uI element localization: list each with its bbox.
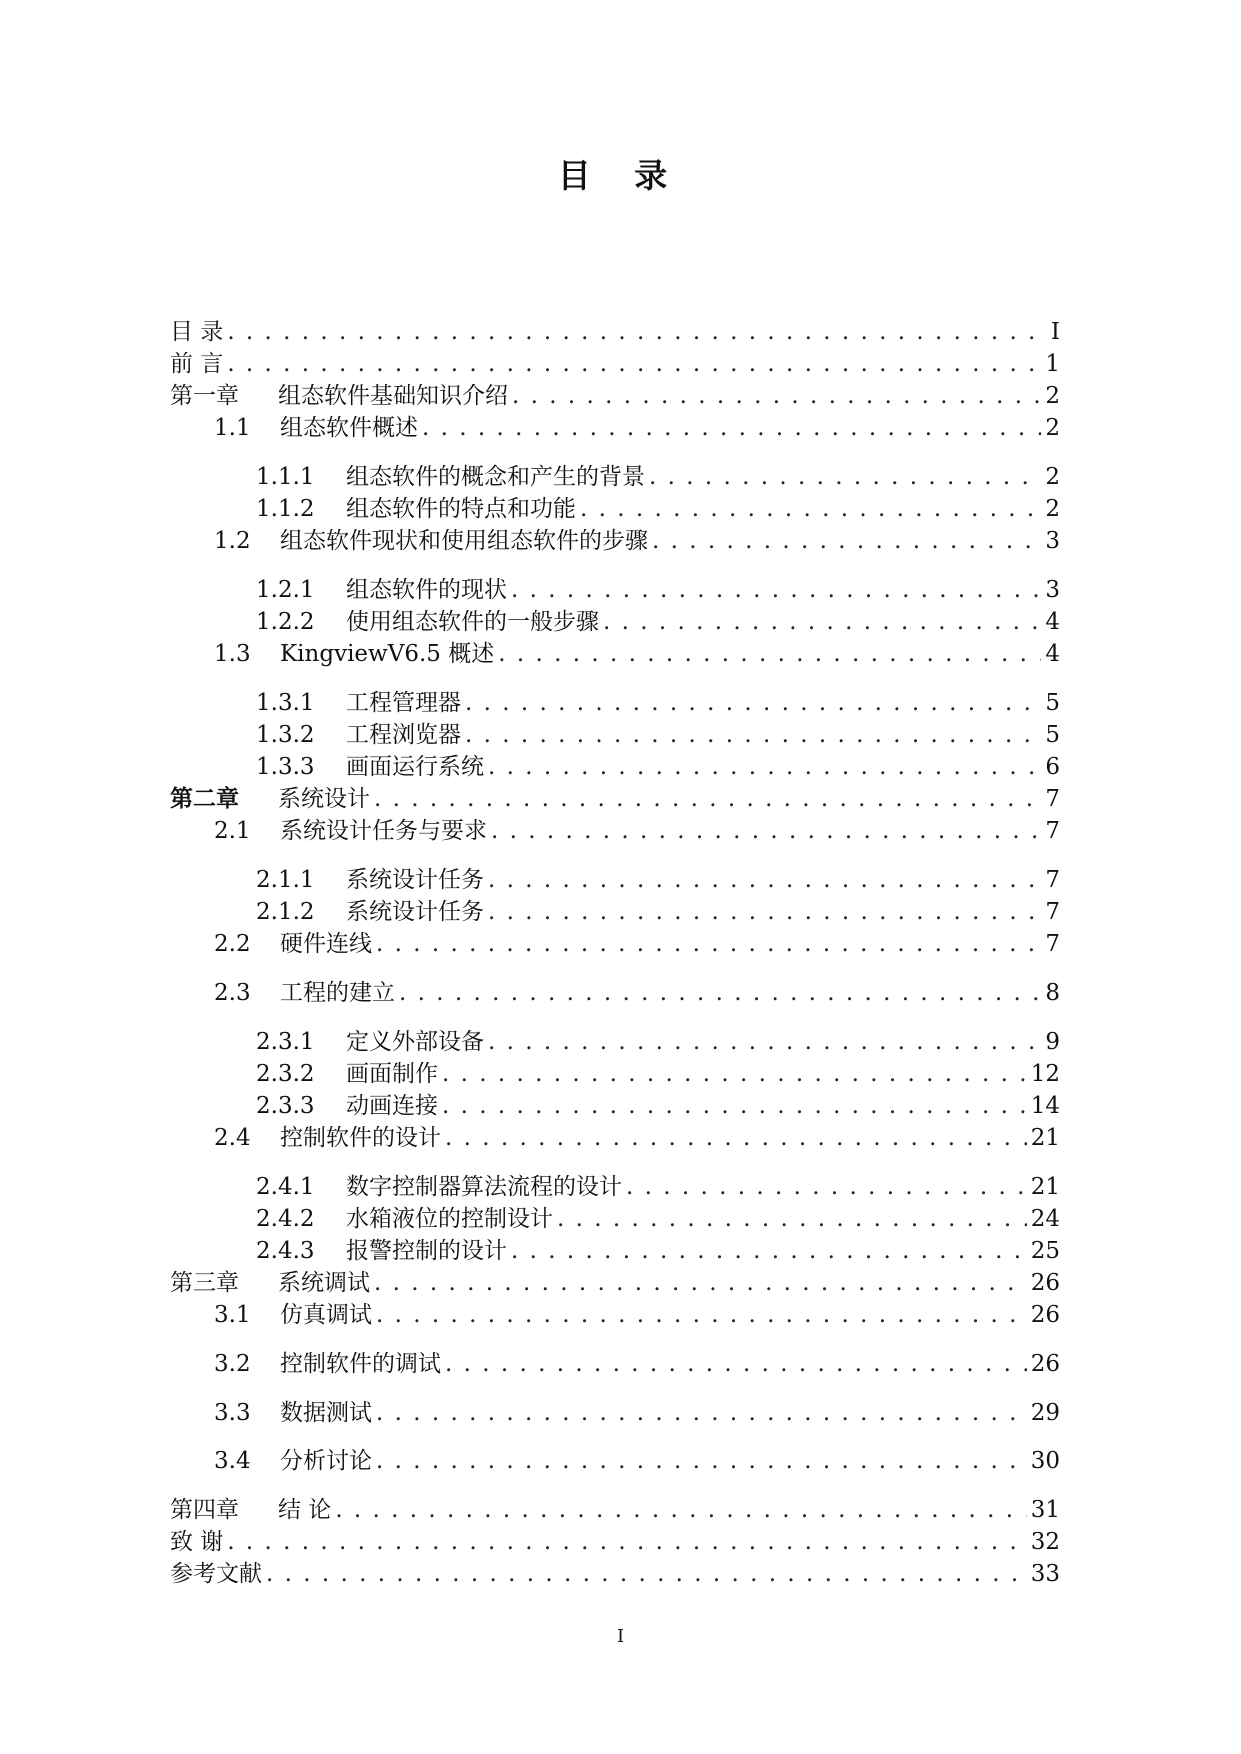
dot-leader <box>491 815 1041 847</box>
toc-entry-page: 29 <box>1030 1400 1060 1426</box>
toc-entry-title: 结 论 <box>278 1497 332 1523</box>
dot-leader <box>511 1235 1027 1267</box>
toc-entry-title: 使用组态软件的一般步骤 <box>346 609 599 635</box>
dot-leader <box>227 316 1047 348</box>
toc-entry-page: 2 <box>1045 415 1060 441</box>
toc-entry-number: 2.1 <box>214 818 251 844</box>
dot-leader <box>580 493 1041 525</box>
dot-leader <box>488 896 1041 928</box>
toc-entry-number: 2.1.2 <box>256 899 315 925</box>
dot-leader <box>488 864 1041 896</box>
dot-leader <box>649 461 1041 493</box>
toc-entry-page: 4 <box>1045 641 1060 667</box>
toc-entry[interactable] <box>170 864 1060 896</box>
toc-entry-number: 2.2 <box>214 931 251 957</box>
toc-entry-number: 1.2 <box>214 528 251 554</box>
toc-entry-page: 26 <box>1030 1302 1060 1328</box>
toc-entry[interactable] <box>170 316 1060 348</box>
toc-entry-title: 控制软件的调试 <box>280 1351 441 1377</box>
toc-entry-number: 2.1.1 <box>256 867 315 893</box>
toc-entry-number: 3.2 <box>214 1351 251 1377</box>
dot-leader <box>374 1267 1027 1299</box>
dot-leader <box>335 1494 1026 1526</box>
toc-entry-page: 7 <box>1045 899 1060 925</box>
toc-entry[interactable] <box>170 1235 1060 1267</box>
dot-leader <box>557 1203 1027 1235</box>
toc-entry-title: 数字控制器算法流程的设计 <box>346 1174 622 1200</box>
toc-entry-page: 2 <box>1045 383 1060 409</box>
toc-entry-number: 2.3.3 <box>256 1093 315 1119</box>
toc-entry-title: 水箱液位的控制设计 <box>346 1206 553 1232</box>
toc-entry-title: KingviewV6.5 概述 <box>280 641 495 667</box>
toc-entry[interactable] <box>170 1526 1060 1558</box>
toc-entry-number: 第四章 <box>170 1497 239 1523</box>
toc-entry-page: 7 <box>1045 818 1060 844</box>
toc-entry-page: 25 <box>1030 1238 1060 1264</box>
toc-entry-title: 画面运行系统 <box>346 754 484 780</box>
toc-entry-number: 前 言 <box>170 351 224 377</box>
toc-entry-page: 5 <box>1045 722 1060 748</box>
toc-entry[interactable] <box>170 461 1060 493</box>
toc-entry-number: 2.3.1 <box>256 1029 315 1055</box>
toc-entry-page: 21 <box>1030 1174 1060 1200</box>
toc-entry-title: 系统设计 <box>278 786 370 812</box>
toc-entry-number: 2.3 <box>214 980 251 1006</box>
toc-entry-page: 12 <box>1030 1061 1060 1087</box>
toc-entry-number: 2.4 <box>214 1125 251 1151</box>
toc-entry[interactable] <box>170 1397 1060 1429</box>
toc-entry-number: 1.1 <box>214 415 251 441</box>
toc-entry-title: 报警控制的设计 <box>346 1238 507 1264</box>
dot-leader <box>465 687 1041 719</box>
toc-entry-page: I <box>1050 319 1060 345</box>
toc-entry-page: 31 <box>1030 1497 1060 1523</box>
toc-entry-number: 1.1.1 <box>256 464 315 490</box>
dot-leader <box>266 1558 1027 1590</box>
toc-entry-page: 2 <box>1045 464 1060 490</box>
toc-entry[interactable] <box>170 1171 1060 1203</box>
dot-leader <box>512 380 1041 412</box>
toc-entry-title: 组态软件的概念和产生的背景 <box>346 464 645 490</box>
toc-entry-number: 1.3.2 <box>256 722 315 748</box>
toc-entry[interactable] <box>170 751 1060 783</box>
toc-entry-page: 7 <box>1045 867 1060 893</box>
toc-entry-title: 组态软件现状和使用组态软件的步骤 <box>280 528 648 554</box>
toc-entry[interactable] <box>170 1445 1060 1477</box>
dot-leader <box>626 1171 1027 1203</box>
toc-entry[interactable] <box>170 1494 1060 1526</box>
dot-leader <box>442 1090 1027 1122</box>
toc-entry-number: 第三章 <box>170 1270 239 1296</box>
toc-entry-number: 1.3.1 <box>256 690 315 716</box>
toc-entry-number: 3.3 <box>214 1400 251 1426</box>
toc-entry-number: 2.3.2 <box>256 1061 315 1087</box>
toc-entry-title: 控制软件的设计 <box>280 1125 441 1151</box>
toc-entry-title: 分析讨论 <box>280 1448 372 1474</box>
dot-leader <box>652 525 1041 557</box>
toc-entry-number: 2.4.1 <box>256 1174 315 1200</box>
dot-leader <box>445 1348 1027 1380</box>
toc-entry-number: 1.2.2 <box>256 609 315 635</box>
toc-entry[interactable] <box>170 493 1060 525</box>
toc-entry[interactable] <box>170 928 1060 960</box>
dot-leader <box>376 1299 1027 1331</box>
toc-entry-page: 26 <box>1030 1270 1060 1296</box>
toc-entry-title: 工程的建立 <box>280 980 395 1006</box>
dot-leader <box>445 1122 1027 1154</box>
toc-entry-page: 6 <box>1045 754 1060 780</box>
dot-leader <box>422 412 1041 444</box>
toc-entry[interactable] <box>170 380 1060 412</box>
toc-entry[interactable] <box>170 815 1060 847</box>
dot-leader <box>511 574 1041 606</box>
toc-entry-page: 26 <box>1030 1351 1060 1377</box>
page-number: I <box>616 1626 625 1647</box>
toc-entry-title: 画面制作 <box>346 1061 438 1087</box>
toc-entry[interactable] <box>170 719 1060 751</box>
toc-entry-title: 组态软件的现状 <box>346 577 507 603</box>
toc-entry[interactable] <box>170 638 1060 670</box>
toc-entry-number: 目 录 <box>170 319 224 345</box>
toc-entry-page: 14 <box>1030 1093 1060 1119</box>
toc-entry-title: 仿真调试 <box>280 1302 372 1328</box>
toc-entry-title: 数据测试 <box>280 1400 372 1426</box>
toc-entry-number: 2.4.2 <box>256 1206 315 1232</box>
toc-entry[interactable] <box>170 783 1060 815</box>
toc-entry-page: 21 <box>1030 1125 1060 1151</box>
toc-entry-page: 4 <box>1045 609 1060 635</box>
dot-leader <box>376 928 1041 960</box>
toc-entry-title: 工程浏览器 <box>346 722 461 748</box>
dot-leader <box>374 783 1041 815</box>
toc-entry[interactable] <box>170 348 1060 380</box>
toc-entry-page: 1 <box>1045 351 1060 377</box>
toc-entry-page: 24 <box>1030 1206 1060 1232</box>
toc-entry-number: 3.1 <box>214 1302 251 1328</box>
toc-entry-number: 致 谢 <box>170 1529 224 1555</box>
toc-entry-number: 第一章 <box>170 383 239 409</box>
toc-entry-page: 3 <box>1045 577 1060 603</box>
dot-leader <box>227 1526 1026 1558</box>
dot-leader <box>376 1397 1027 1429</box>
toc-entry-page: 8 <box>1045 980 1060 1006</box>
dot-leader <box>399 977 1041 1009</box>
toc-entry-number: 第二章 <box>170 785 239 812</box>
toc-entry[interactable] <box>170 606 1060 638</box>
toc-entry-title: 组态软件概述 <box>280 415 418 441</box>
dot-leader <box>442 1058 1027 1090</box>
dot-leader <box>227 348 1041 380</box>
toc-entry-title: 组态软件基础知识介绍 <box>278 383 508 409</box>
toc-entry-title: 系统设计任务与要求 <box>280 818 487 844</box>
toc-entry-title: 系统设计任务 <box>346 867 484 893</box>
toc-entry-number: 1.3.3 <box>256 754 315 780</box>
toc-entry-title: 系统设计任务 <box>346 899 484 925</box>
toc-entry-title: 工程管理器 <box>346 690 461 716</box>
toc-entry-number: 1.1.2 <box>256 496 315 522</box>
dot-leader <box>465 719 1041 751</box>
toc-entry-title: 系统调试 <box>278 1270 370 1296</box>
toc-entry[interactable] <box>170 1203 1060 1235</box>
toc-entry-title: 硬件连线 <box>280 931 372 957</box>
toc-entry[interactable] <box>170 1348 1060 1380</box>
dot-leader <box>498 638 1041 670</box>
toc-entry-title: 组态软件的特点和功能 <box>346 496 576 522</box>
toc-entry[interactable] <box>170 896 1060 928</box>
toc-entry[interactable] <box>170 574 1060 606</box>
toc-entry-page: 33 <box>1030 1561 1060 1587</box>
toc-entry[interactable] <box>170 1267 1060 1299</box>
toc-entry[interactable] <box>170 687 1060 719</box>
toc-entry-page: 32 <box>1030 1529 1060 1555</box>
toc-entry-page: 7 <box>1045 786 1060 812</box>
toc-entry-page: 2 <box>1045 496 1060 522</box>
toc-entry-title: 定义外部设备 <box>346 1029 484 1055</box>
dot-leader <box>488 1026 1041 1058</box>
toc-entry-page: 5 <box>1045 690 1060 716</box>
page-title: 目 录 <box>557 156 684 195</box>
toc-entry[interactable] <box>170 1299 1060 1331</box>
toc-entry-number: 2.4.3 <box>256 1238 315 1264</box>
toc-entry[interactable] <box>170 1122 1060 1154</box>
toc-entry-page: 7 <box>1045 931 1060 957</box>
toc-entry-number: 1.3 <box>214 641 251 667</box>
toc-entry-page: 3 <box>1045 528 1060 554</box>
toc-entry-number: 3.4 <box>214 1448 251 1474</box>
toc-entry[interactable] <box>170 1090 1060 1122</box>
toc-entry-title: 动画连接 <box>346 1093 438 1119</box>
toc-entry[interactable] <box>170 1058 1060 1090</box>
dot-leader <box>603 606 1041 638</box>
toc-entry[interactable] <box>170 412 1060 444</box>
dot-leader <box>376 1445 1027 1477</box>
toc-entry[interactable] <box>170 525 1060 557</box>
toc-entry[interactable] <box>170 1026 1060 1058</box>
toc-entry-number: 参考文献 <box>170 1561 262 1587</box>
toc-entry-number: 1.2.1 <box>256 577 315 603</box>
toc-entry-page: 9 <box>1045 1029 1060 1055</box>
dot-leader <box>488 751 1041 783</box>
toc-entry[interactable] <box>170 1558 1060 1590</box>
toc-entry[interactable] <box>170 977 1060 1009</box>
toc-entry-page: 30 <box>1030 1448 1060 1474</box>
